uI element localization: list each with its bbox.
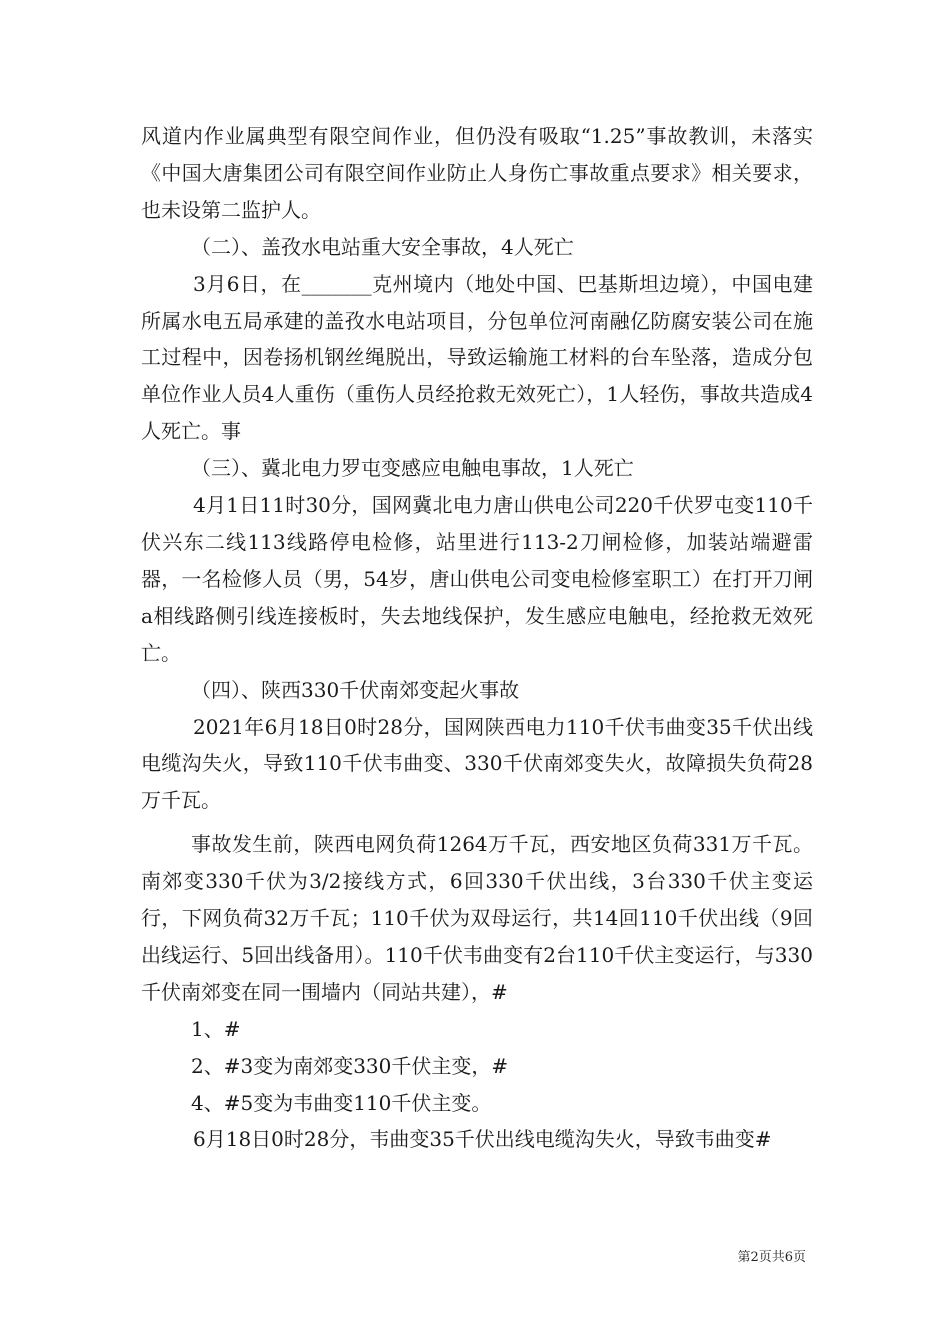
section-heading-3: （三）、冀北电力罗屯变感应电触电事故，1人死亡 <box>191 456 634 481</box>
paragraph-luotun-accident: 4月1日11时30分，国网冀北电力唐山供电公司220千伏罗屯变110千伏兴东二线113线路停电检修，站里进行113-2刀闸检修，加装站端避雷器，一名检修人员（男，54岁，唐山供电公司变电检修室职工）在打开刀闸a相线路侧引线连接板时，失去地线保护，发生感应电触电，经抢救无效死亡。 <box>141 493 813 665</box>
paragraph-fire-start: 6月18日0时28分，韦曲变35千伏出线电缆沟失火，导致韦曲变# <box>193 1127 772 1152</box>
paragraph-gaizi-accident: 3月6日，在_______克州境内（地处中国、巴基斯坦边境），中国电建所属水电五局承建的盖孜水电站项目，分包单位河南融亿防腐安装公司在施工过程中，因卷扬机钢丝绳脱出，导致运输施工材料的台车坠落，造成分包单位作业人员4人重伤（重伤人员经抢救无效死亡），1人轻伤，事故共造成4人死亡。事 <box>141 271 813 444</box>
body-text <box>141 118 813 1158</box>
section-heading-4: （四）、陕西330千伏南郊变起火事故 <box>191 677 520 702</box>
paragraph-continuation: 风道内作业属典型有限空间作业，但仍没有吸取“1.25”事故教训，未落实《中国大唐集团公司有限空间作业防止人身伤亡事故重点要求》相关要求，也未设第二监护人。 <box>141 124 813 222</box>
section-heading-2: （二）、盖孜水电站重大安全事故，4人死亡 <box>191 234 574 259</box>
page-number: 第2页共6页 <box>737 1250 806 1265</box>
list-item-4: 4、#5变为韦曲变110千伏主变。 <box>191 1090 492 1115</box>
paragraph-nanjiao-fire: 2021年6月18日0时28分，国网陕西电力110千伏韦曲变35千伏出线电缆沟失火，导致110千伏韦曲变、330千伏南郊变失火，故障损失负荷28万千瓦。 <box>141 714 813 813</box>
list-item-1: 1、# <box>191 1016 241 1041</box>
paragraph-before-accident: 事故发生前，陕西电网负荷1264万千瓦，西安地区负荷331万千瓦。南郊变330千伏为3/2接线方式，6回330千伏出线，3台330千伏主变运行，下网负荷32万千瓦；110千伏为双母运行，共14回110千伏出线（9回出线运行、5回出线备用）。110千伏韦曲变有2台110千伏主变运行，与330千伏南郊变在同一围墙内（同站共建），# <box>141 832 813 1004</box>
list-item-2: 2、#3变为南郊变330千伏主变，# <box>191 1053 509 1078</box>
